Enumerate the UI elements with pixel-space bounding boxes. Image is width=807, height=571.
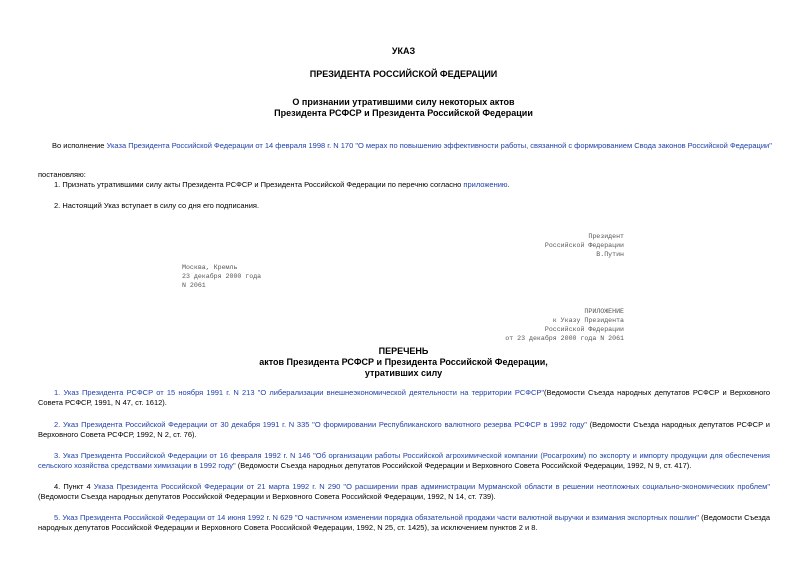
list-item-1 (38, 388, 770, 408)
decree-subtitle: ПРЕЗИДЕНТА РОССИЙСКОЙ ФЕДЕРАЦИИ (309, 69, 498, 79)
appendix-link[interactable]: приложению (463, 180, 508, 189)
appendix-line-4: от 23 декабря 2000 года N 2061 (505, 334, 624, 342)
list-item-4-text: (Ведомости Съезда народных депутатов Российской Федерации и Верховного Совета Российской Федерации, 1992, N 14, ст. 739). (38, 491, 496, 501)
appendix-line-2: к Указу Президента (552, 316, 624, 324)
signature-block (545, 233, 624, 260)
list-item-1-text: (Ведомости Съезда народных депутатов РСФСР и Верховного Совета РСФСР, 1991, N 47, ст. 1612). (38, 388, 771, 407)
preamble (52, 141, 782, 151)
list-item-1-link[interactable]: 1. Указ Президента РСФСР от 15 ноября 1991 г. N 213 "О либерализации внешнеэкономической деятельности на территории РСФСР" (54, 388, 545, 397)
list-item-5-link[interactable]: 5. Указ Президента Российской Федерации от 14 июня 1992 г. N 629 "О частичном изменении порядка обязательной продажи части валютной выручки и взимания экспортных пошлин" (54, 513, 699, 522)
list-item-5 (38, 513, 770, 533)
signature-line-3: В.Путин (596, 250, 624, 258)
signature-line-1: Президент (588, 233, 624, 240)
decree-heading-line2: Президента РСФСР и Президента Российской Федерации (274, 108, 533, 118)
decision-item-1: 1. Признать утратившими силу акты Президента РСФСР и Президента Российской Федерации по перечню согласно приложению. (54, 180, 510, 189)
place-date-block (182, 264, 261, 291)
list-item-2 (38, 420, 770, 440)
place-line-3: N 2061 (182, 281, 206, 289)
list-item-3-text: (Ведомости Съезда народных депутатов Российской Федерации и Верховного Совета Российской Федерации, 1992, N 9, ст. 417). (235, 460, 692, 470)
signature-line-2: Российской Федерации (544, 241, 624, 249)
list-item-5-text: (Ведомости Съезда народных депутатов Российской Федерации и Верховного Совета Российской Федерации, 1992, N 25, ст. 1425), за исключением пунктов 2 и 8. (38, 513, 770, 532)
decision-word: постановляю: (38, 170, 86, 179)
list-item-4 (38, 482, 770, 502)
list-heading-title: ПЕРЕЧЕНЬ (378, 346, 429, 356)
list-item-2-text: (Ведомости Съезда народных депутатов РСФСР и Верховного Совета РСФСР, 1992, N 2, ст. 76). (38, 420, 770, 439)
appendix-line-3: Российской Федерации (544, 325, 624, 333)
appendix-stamp (505, 308, 624, 344)
list-item-4-prefix: 4. Пункт 4 (54, 482, 94, 491)
appendix-line-1: ПРИЛОЖЕНИЕ (584, 308, 624, 315)
list-item-3 (38, 451, 770, 471)
place-line-2: 23 декабря 2000 года (182, 272, 262, 280)
preamble-prefix: Во исполнение (52, 141, 105, 150)
decision-item-2: 2. Настоящий Указ вступает в силу со дня его подписания. (54, 201, 260, 210)
list-heading-line3: утративших силу (364, 368, 443, 378)
list-item-3-link[interactable]: 3. Указ Президента Российской Федерации от 16 февраля 1992 г. N 146 "Об организации работы Российской агрохимической компании (Росагрохим) по экспорту и импорту продукции для обеспечения сельского хозяйства средствами химизации в 1992 году" (38, 451, 770, 470)
decree-title: УКАЗ (391, 46, 416, 56)
preamble-decree-link[interactable]: Указа Президента Российской Федерации от 14 февраля 1998 г. N 170 "О мерах по повышению эффективности работы, связанной с формированием Свода законов Российской Федерации" (106, 141, 772, 150)
list-item-4-link[interactable]: Указа Президента Российской Федерации от 21 марта 1992 г. N 290 "О расширении прав администрации Мурманской области в решении неотложных социально-экономических проблем" (93, 482, 771, 491)
decision-item-1-text: 1. Признать утратившими силу акты Президента РСФСР и Президента Российской Федерации по перечню согласно (54, 180, 462, 189)
list-heading-line2: актов Президента РСФСР и Президента Российской Федерации, (259, 357, 548, 367)
list-item-2-link[interactable]: 2. Указ Президента Российской Федерации от 30 декабря 1991 г. N 335 "О формировании Республиканского валютного резерва РСФСР в 1992 году" (54, 420, 587, 429)
decree-heading-line1: О признании утратившими силу некоторых актов (292, 97, 515, 107)
place-line-1: Москва, Кремль (182, 264, 238, 271)
